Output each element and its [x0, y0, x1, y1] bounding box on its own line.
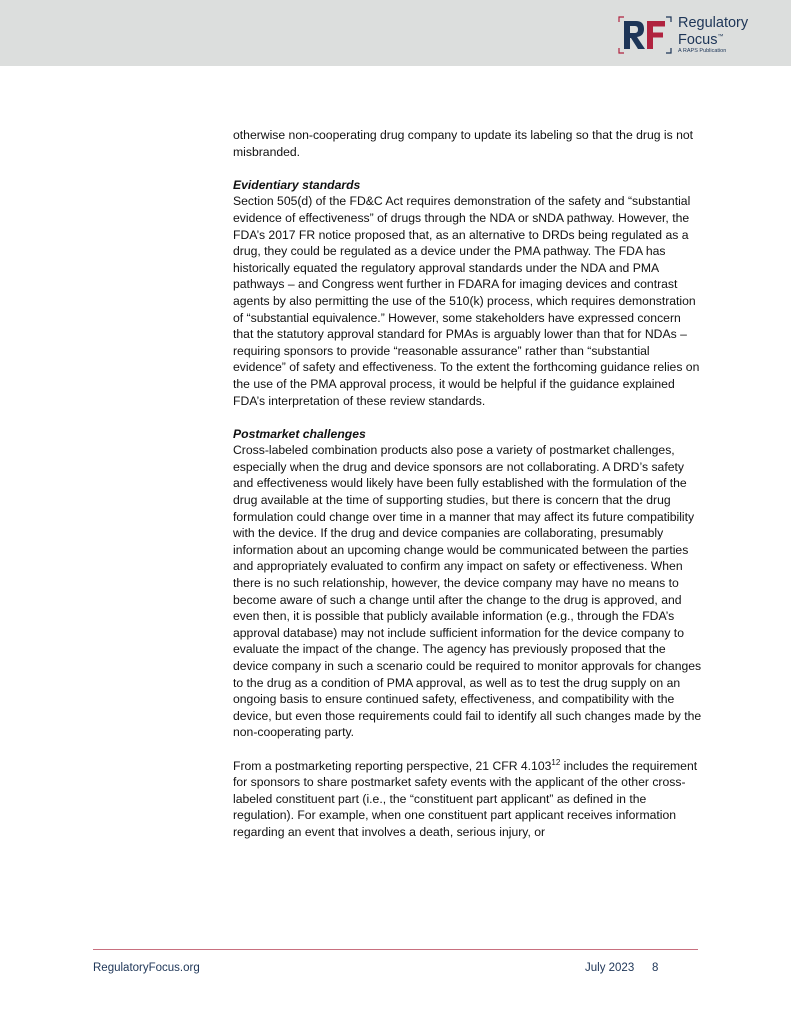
rf-logo-mark	[616, 14, 674, 56]
section-postmarket-challenges	[233, 426, 703, 741]
page-number: 8	[652, 962, 659, 974]
regulatory-focus-logo[interactable]	[616, 14, 766, 56]
footnote-ref[interactable]: 12	[551, 757, 561, 767]
paragraph-text: includes the requirement for sponsors to share postmarket safety events with the applicant of the other cross-labeled constituent part (i.e., the “constituent part applicant” as defined in the regulation). For example, when one constituent part applicant receives information regarding an event that involves a death, serious injury, or	[233, 758, 698, 839]
paragraph-text: From a postmarketing reporting perspective, 21 CFR 4.103	[233, 758, 552, 773]
section-text: Section 505(d) of the FD&C Act requires demonstration of the safety and “substantial evidence of effectiveness” of drugs through the NDA or sNDA pathway. However, the FDA’s 2017 FR notice proposed that, as an alternative to DRDs being regulated as a drug, they could be regulated as a device under the PMA pathway. The FDA has historically equated the regulatory approval standards under the NDA and PMA pathways – and Congress went further in FDARA for imaging devices and contrast agents by also permitting the use of the 510(k) process, which requires demonstration of “substantial equivalence.” However, some stakeholders have expressed concern that the statutory approval standard for PMAs is arguably lower than that for NDAs – requiring sponsors to provide “reasonable assurance” rather than “substantial evidence” of safety and effectiveness. To the extent the forthcoming guidance relies on the use of the PMA approval process, it would be helpful if the guidance explained FDA’s interpretation of these review standards.	[233, 194, 700, 408]
logo-word-focus: Focus™	[678, 31, 724, 48]
paragraph-continuation: otherwise non-cooperating drug company to update its labeling so that the drug is not misbranded.	[233, 128, 694, 159]
paragraph-postmarketing-reporting	[233, 758, 703, 841]
section-evidentiary-standards	[233, 177, 703, 409]
section-heading: Evidentiary standards	[233, 177, 361, 192]
logo-word-regulatory: Regulatory	[678, 15, 749, 31]
section-heading: Postmarket challenges	[233, 426, 366, 441]
footer-divider	[93, 949, 698, 950]
footer-date: July 2023	[585, 962, 635, 974]
section-text: Cross-labeled combination products also pose a variety of postmarket challenges, especially when the drug and device sponsors are not collaborating. A DRD’s safety and effectiveness would likely have been fully established with the formulation of the drug available at the time of supporting studies, but there is concern that the drug formulation could change over time in a manner that may affect its future compatibility with the device. If the drug and device companies are collaborating, presumably information about an upcoming change would be communicated between the parties and appropriately evaluated to confirm any impact on safety or effectiveness. When there is no such relationship, however, the device company may have no means to become aware of such a change until after the change to the drug is approved, and even then, it is possible that publicly available information (e.g., through the FDA’s approval database) may not include sufficient information for the device company to evaluate the impact of the change. The agency has previously proposed that the device company in such a scenario could be required to monitor approvals for changes to the drug as a condition of PMA approval, as well as to test the drug supply on an ongoing basis to ensure continued safety, effectiveness, and compatibility with the device, but even those requirements could fail to identify all such changes made by the non-cooperating party.	[233, 443, 702, 740]
footer-site-link[interactable]: RegulatoryFocus.org	[93, 962, 200, 974]
logo-tagline: A RAPS Publication	[678, 47, 727, 54]
header-band	[0, 0, 791, 66]
article-body	[233, 127, 703, 857]
